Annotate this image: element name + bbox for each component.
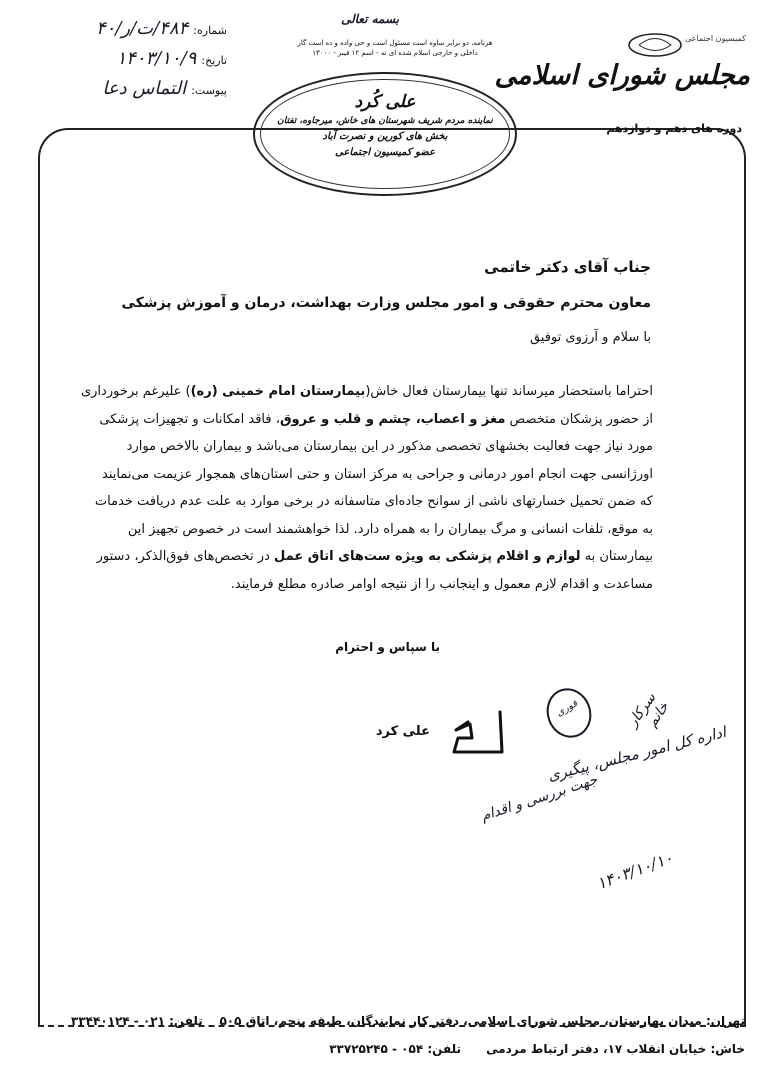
body-text-2: ) علیرغم برخورداری: [80, 384, 191, 399]
body-line-2: [99, 406, 653, 434]
handwritten-note-1: سرکار خانم: [624, 690, 673, 731]
greeting: با سلام و آرزوی توفیق: [529, 330, 651, 345]
footer-phone-label-1: تلفن:: [169, 1014, 203, 1028]
footer-address-2: خاش: خیابان انقلاب ۱۷، دفتر ارتباط مردمی: [486, 1042, 745, 1056]
date-label: تاریخ:: [201, 54, 227, 67]
attachment-label: پیوست:: [191, 84, 227, 97]
letter-body: [80, 378, 653, 598]
top-notice-line-1: هرنامه، دو برابر ساوه است مسئول است و حی واده و ده است گار: [297, 39, 493, 47]
body-line-7: [96, 543, 653, 571]
footer-line-2: [329, 1042, 745, 1056]
body-line-8: مساعدت و اقدام لازم معمول و اینجانب را از نتیجه اوامر صادره مطلع فرمایند.: [230, 576, 653, 592]
stamp-line-1: نماینده مردم شریف شهرستان های خاش، میرجاوه، تفتان: [277, 116, 493, 126]
specialties: مغز و اعصاب، چشم و قلب و عروق: [279, 411, 506, 427]
body-line-4: اورژانسی جهت انجام امور درمانی و جراحی به مرکز استان و حتی استان‌های همجوار عزیمت می‌نمایند: [102, 466, 653, 482]
body-text-3: از حضور پزشکان متخصص: [509, 411, 653, 427]
attachment-value: التماس دعا: [102, 78, 187, 99]
top-notice: [285, 38, 505, 58]
handwritten-note-3: جهت بررسی و اقدام: [479, 771, 600, 825]
addressee: جناب آقای دکتر خاتمی: [484, 258, 651, 276]
body-text-7b: در تخصص‌های فوق‌الذکر، دستور: [96, 549, 270, 564]
footer-phone-2: ۰۵۴ - ۳۳۷۲۵۲۴۵: [329, 1042, 424, 1056]
body-text-7a: بیمارستان به: [584, 549, 653, 564]
handwritten-date: ۱۴۰۳/۱۰/۱۰: [594, 848, 676, 894]
letter-meta: [12, 18, 227, 108]
top-emblem: بسمه تعالی: [340, 12, 400, 26]
stamp-name: علی کُرد: [354, 92, 416, 112]
addressee-position: معاون محترم حقوقی و امور مجلس وزارت بهداشت، درمان و آموزش پزشکی: [121, 295, 651, 311]
hospital-name: بیمارستان امام خمینی (ره): [190, 384, 366, 399]
logo-small-text: کمیسیون اجتماعی: [684, 34, 746, 43]
urgent-note: فوری: [554, 698, 580, 719]
footer-line-1: [71, 1014, 745, 1028]
signer-name: علی کرد: [375, 724, 430, 739]
stamp: [262, 90, 508, 161]
logo-sub-text: دوره های دهم و دوازدهم: [606, 122, 742, 135]
body-line-6: به موقع، تلفات انسانی و مرگ بیماران را به همراه دارد. لذا خواهشمند است در خصوص تجهیز این: [127, 521, 653, 537]
footer-address-1: تهران: میدان بهارستان، مجلس شورای اسلامی، دفتر کار نمایندگان، طبقه پنجم، اتاق ۵۰۵: [219, 1014, 745, 1028]
stamp-line-2: بخش های کورین و نصرت آباد: [322, 131, 448, 142]
equipment-request: لوازم و اقلام پزشکی به ویژه ست‌های اتاق عمل: [274, 549, 581, 564]
signature-icon: [448, 708, 508, 756]
logo-main-text: مجلس شورای اسلامی: [494, 60, 750, 91]
body-text-1: احتراما باستحضار میرساند تنها بیمارستان فعال خاش(: [365, 384, 653, 399]
body-line-5: که ضمن تحمیل خسارتهای ناشی از سوانح جاده‌ای متاسفانه در برخی موارد به علت عدم دریافت خدمات: [94, 494, 653, 509]
body-text-4: ، فاقد امکانات و تجهیزات پزشکی: [99, 411, 280, 427]
body-line-1: [80, 378, 653, 406]
parliament-logo: [494, 22, 750, 142]
closing: با سپاس و احترام: [335, 640, 440, 654]
stamp-line-3: عضو کمیسیون اجتماعی: [335, 147, 435, 158]
top-notice-line-2: داخلی و خارجی اسلام شده ای نه - اسم ۱۲ فیبر - ۱۳۰۰۰: [312, 49, 478, 57]
body-line-3: مورد نیاز جهت فعالیت بخشهای تخصصی مذکور در این بیمارستان می‌باشد و بیماران بالاخص موارد: [126, 439, 653, 454]
logo-emblem-icon: [625, 30, 685, 60]
date-value: ۱۴۰۳/۱۰/۹: [116, 48, 197, 69]
footer-phone-1: ۰۲۱ - ۳۳۴۴۰۱۲۴: [71, 1014, 165, 1028]
number-label: شماره:: [193, 24, 227, 37]
number-value: ۴۸۴/ت/ر/۴۰: [95, 18, 189, 39]
footer-phone-label-2: تلفن:: [427, 1042, 461, 1056]
handwritten-note-2: اداره کل امور مجلس، پیگیری: [545, 722, 728, 785]
